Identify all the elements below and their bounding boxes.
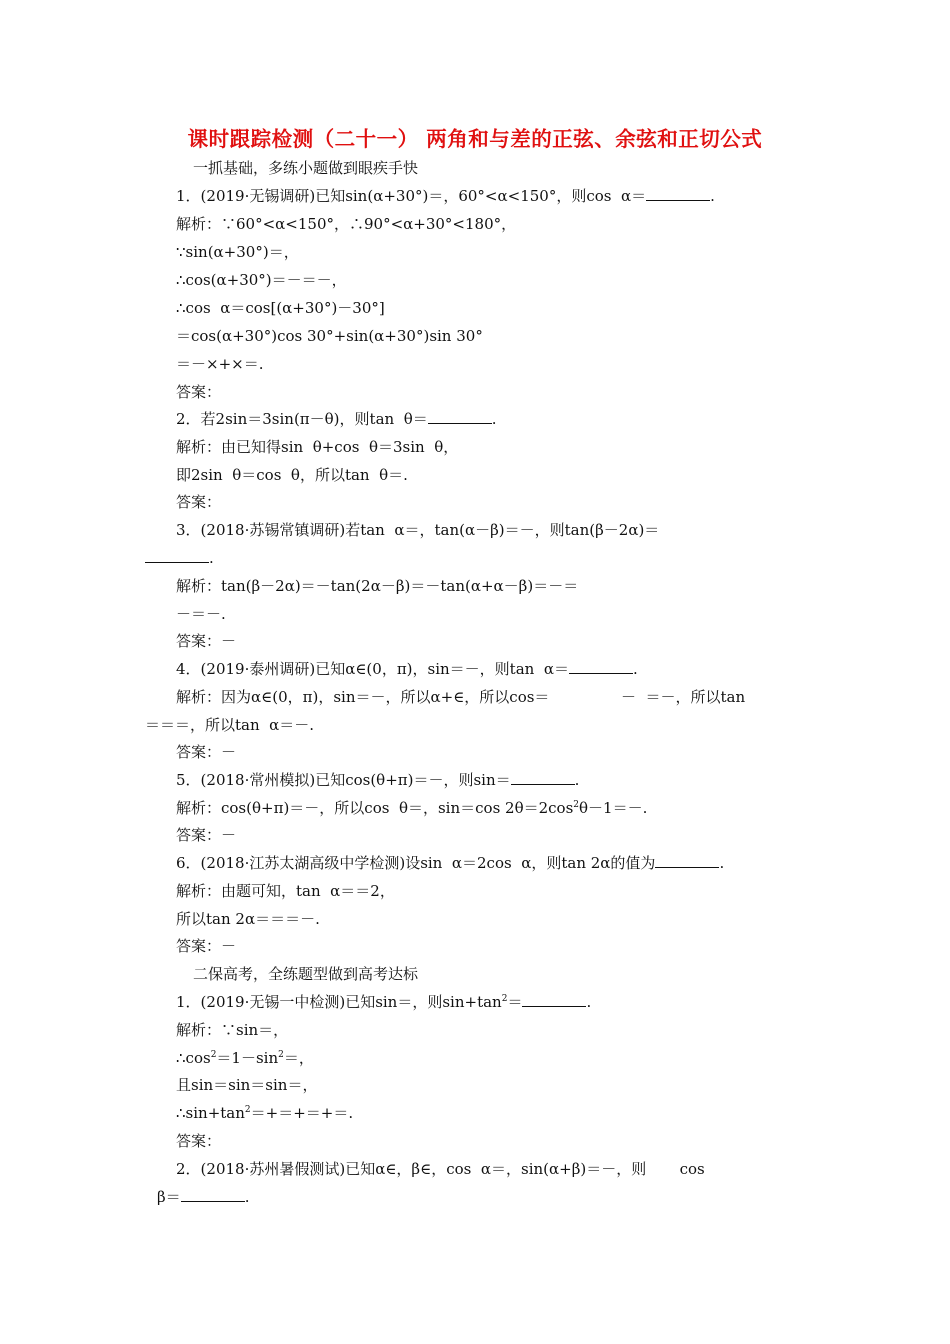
question-1 (176, 186, 715, 206)
answer-blank (655, 854, 719, 868)
section-heading-1: 一抓基础，多练小题做到眼疾手快 (193, 159, 419, 177)
question-2 (176, 409, 497, 429)
solution-line: ＝＝＝，所以tan α＝－. (145, 716, 315, 734)
solution-line: 解析：tan(β－2α)＝－tan(2α－β)＝－tan(α+α－β)＝－＝ (176, 577, 579, 595)
superscript: 2 (278, 1050, 284, 1060)
period: . (574, 771, 580, 789)
superscript: 2 (501, 994, 508, 1004)
solution-text: ∴cos (176, 1049, 211, 1067)
period: . (586, 993, 592, 1011)
answer-line: 答案：－ (176, 826, 237, 844)
period: . (491, 410, 497, 428)
solution-line: －＝－. (176, 605, 226, 623)
solution-line: 解析：由已知得sin θ+cos θ＝3sin θ， (176, 438, 459, 456)
solution-line: 且sin＝sin＝sin＝， (176, 1076, 318, 1094)
answer-blank (145, 549, 209, 563)
answer-line: 答案：－ (176, 632, 237, 650)
solution-text: ＝+＝+＝+＝. (250, 1104, 354, 1122)
question-6 (176, 853, 724, 873)
solution-line: ＝－×+×＝. (176, 355, 264, 373)
solution-line: ∵sin(α+30°)＝， (176, 243, 299, 261)
solution-line: 解析：∵60°<α<150°，∴90°<α+30°<180°， (176, 215, 517, 233)
solution-line: 即2sin θ＝cos θ，所以tan θ＝. (176, 466, 408, 484)
page-title: 课时跟踪检测（二十一） 两角和与差的正弦、余弦和正切公式 (187, 127, 763, 151)
answer-blank (511, 771, 575, 785)
solution-line (176, 1048, 314, 1068)
question-3: 3．(2018·苏锡常镇调研)若tan α＝，tan(α－β)＝－，则tan(β－2α)＝ (176, 521, 660, 539)
problem-2-text: β＝ (157, 1188, 181, 1206)
answer-blank (522, 993, 586, 1007)
period: . (632, 660, 638, 678)
question-5-text: 5．(2018·常州模拟)已知cos(θ+π)＝－，则sin＝ (176, 771, 511, 789)
answer-line: 答案：－ (176, 743, 237, 761)
period: . (710, 187, 715, 205)
question-2-text: 2．若2sin＝3sin(π－θ)，则tan θ＝ (176, 410, 428, 428)
problem-1-text: ＝ (507, 993, 523, 1011)
answer-blank (428, 410, 492, 424)
solution-text: θ－1＝－. (579, 799, 648, 817)
answer-blank (181, 1188, 245, 1202)
superscript: 2 (244, 1105, 251, 1115)
period: . (244, 1188, 250, 1206)
question-3-blank-line (145, 548, 214, 568)
solution-line: 解析：∵sin＝， (176, 1021, 289, 1039)
answer-line: 答案： (176, 1132, 222, 1150)
period: . (209, 549, 214, 567)
answer-line: 答案： (176, 493, 222, 511)
question-4-text: 4．(2019·泰州调研)已知α∈(0，π)，sin＝－，则tan α＝ (176, 660, 569, 678)
problem-1 (176, 992, 591, 1012)
solution-text: ＝， (283, 1049, 314, 1067)
answer-line: 答案： (176, 383, 222, 401)
question-5 (176, 770, 579, 790)
question-1-text: 1．(2019·无锡调研)已知sin(α+30°)＝，60°<α<150°，则cos α＝ (176, 187, 647, 205)
question-4 (176, 659, 638, 679)
solution-line: 解析：由题可知，tan α＝＝2， (176, 882, 395, 900)
answer-blank (569, 660, 633, 674)
solution-line: ∴cos α＝cos[(α+30°)－30°] (176, 299, 385, 317)
problem-2-line-2 (157, 1187, 249, 1207)
superscript: 2 (573, 800, 580, 810)
problem-1-text: 1．(2019·无锡一中检测)已知sin＝，则sin+tan (176, 993, 502, 1011)
solution-text: ∴sin+tan (176, 1104, 245, 1122)
answer-blank (646, 187, 710, 201)
solution-line (176, 798, 647, 818)
period: . (719, 854, 725, 872)
solution-line: ＝cos(α+30°)cos 30°+sin(α+30°)sin 30° (176, 327, 483, 345)
superscript: 2 (210, 1050, 217, 1060)
solution-text: ＝1－sin (216, 1049, 279, 1067)
solution-line: 解析：因为α∈(0，π)，sin＝－，所以α+∈，所以cos＝ － ＝－，所以tan (176, 688, 746, 706)
answer-line: 答案：－ (176, 937, 237, 955)
question-6-text: 6．(2018·江苏太湖高级中学检测)设sin α＝2cos α，则tan 2α的值为 (176, 854, 656, 872)
problem-2: 2．(2018·苏州暑假测试)已知α∈，β∈，cos α＝，sin(α+β)＝－，则 cos (176, 1160, 705, 1178)
solution-text: 解析：cos(θ+π)＝－，所以cos θ＝，sin＝cos 2θ＝2cos (176, 799, 574, 817)
section-heading-2: 二保高考，全练题型做到高考达标 (193, 965, 419, 983)
solution-line: ∴cos(α+30°)＝－＝－， (176, 271, 347, 289)
solution-line: 所以tan 2α＝＝＝－. (176, 910, 320, 928)
solution-line (176, 1103, 353, 1123)
